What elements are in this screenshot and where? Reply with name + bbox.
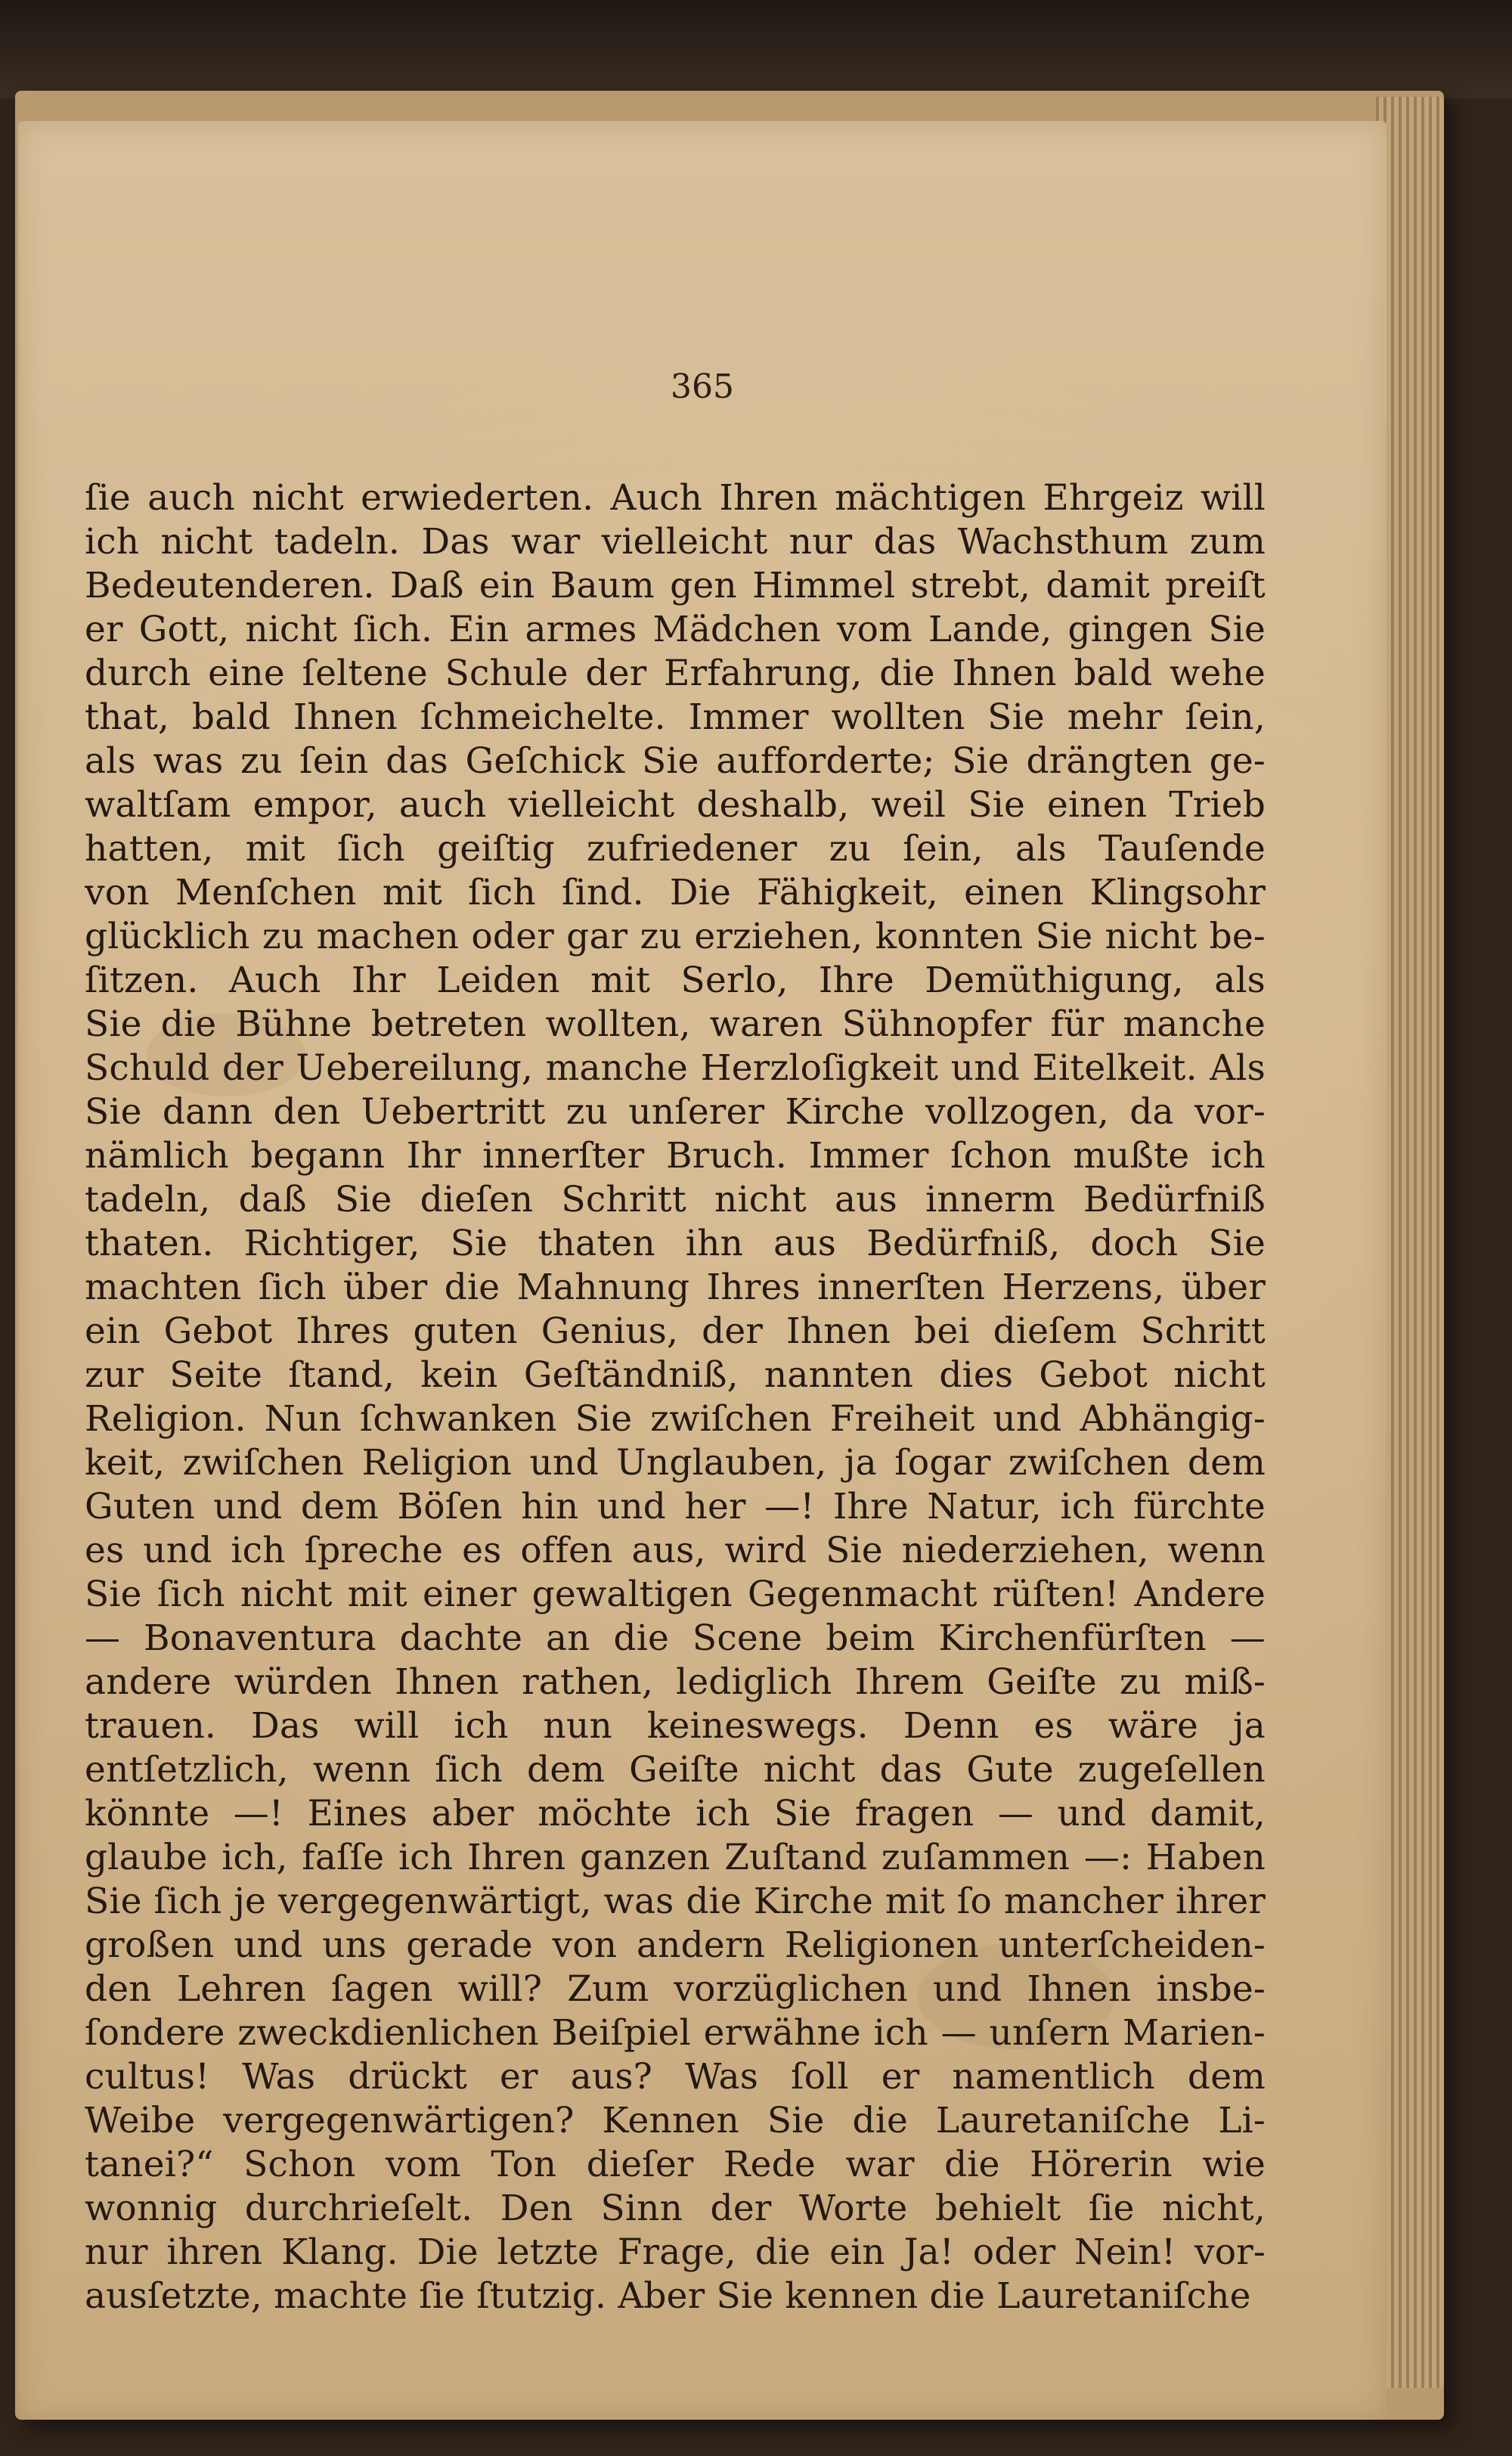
text-line: wonnig durchrieſelt. Den Sinn der Worte behielt ſie nicht, bbox=[85, 2188, 1266, 2229]
text-line: tadeln, daß Sie dieſen Schritt nicht aus innerm Bedürfniß bbox=[85, 1179, 1266, 1220]
text-line: ſondere zweckdienlichen Beiſpiel erwähne ich — unſern Marien- bbox=[85, 2012, 1266, 2054]
text-line: von Menſchen mit ſich ſind. Die Fähigkeit, einen Klingsohr bbox=[85, 872, 1266, 913]
text-line: ſie auch nicht erwiederten. Auch Ihren mächtigen Ehrgeiz will bbox=[85, 477, 1266, 519]
text-line: Guten und dem Böſen hin und her —! Ihre Natur, ich fürchte bbox=[85, 1486, 1266, 1527]
text-line: glücklich zu machen oder gar zu erziehen, konnten Sie nicht be- bbox=[85, 916, 1266, 957]
text-line: ich nicht tadeln. Das war vielleicht nur das Wachsthum zum bbox=[85, 521, 1266, 563]
text-line: machten ſich über die Mahnung Ihres innerſten Herzens, über bbox=[85, 1267, 1266, 1308]
text-line: that, bald Ihnen ſchmeichelte. Immer wollten Sie mehr ſein, bbox=[85, 696, 1266, 738]
text-line: er Gott, nicht ſich. Ein armes Mädchen vom Lande, gingen Sie bbox=[85, 609, 1266, 650]
book-page bbox=[18, 121, 1387, 2420]
text-line: keit, zwiſchen Religion und Unglauben, ja ſogar zwiſchen dem bbox=[85, 1442, 1266, 1484]
page-number: 365 bbox=[671, 367, 734, 406]
text-line: Religion. Nun ſchwanken Sie zwiſchen Freiheit und Abhängig- bbox=[85, 1398, 1266, 1440]
text-line: glaube ich, faſſe ich Ihren ganzen Zuſtand zuſammen —: Haben bbox=[85, 1837, 1266, 1878]
text-line: Sie ſich je vergegenwärtigt, was die Kirche mit ſo mancher ihrer bbox=[85, 1881, 1266, 1922]
text-line: nur ihren Klang. Die letzte Frage, die ein Ja! oder Nein! vor- bbox=[85, 2231, 1266, 2273]
text-line: großen und uns gerade von andern Religionen unterſcheiden- bbox=[85, 1924, 1266, 1966]
text-line: cultus! Was drückt er aus? Was ſoll er namentlich dem bbox=[85, 2056, 1266, 2098]
text-line: nämlich begann Ihr innerſter Bruch. Immer ſchon mußte ich bbox=[85, 1135, 1266, 1177]
body-text bbox=[85, 476, 1266, 2318]
text-line: andere würden Ihnen rathen, lediglich Ihrem Geiſte zu miß- bbox=[85, 1661, 1266, 1703]
scan-top-shadow bbox=[0, 0, 1512, 98]
text-line: ein Gebot Ihres guten Genius, der Ihnen bei dieſem Schritt bbox=[85, 1310, 1266, 1352]
text-line: Schuld der Uebereilung, manche Herzloſigkeit und Eitelkeit. Als bbox=[85, 1047, 1266, 1089]
text-line: es und ich ſpreche es offen aus, wird Sie niederziehen, wenn bbox=[85, 1530, 1266, 1571]
text-line: könnte —! Eines aber möchte ich Sie fragen — und damit, bbox=[85, 1793, 1266, 1834]
text-line: waltſam empor, auch vielleicht deshalb, weil Sie einen Trieb bbox=[85, 784, 1266, 826]
text-line: Sie die Bühne betreten wollten, waren Sühnopfer für manche bbox=[85, 1003, 1266, 1045]
text-line: zur Seite ſtand, kein Geſtändniß, nannten dies Gebot nicht bbox=[85, 1354, 1266, 1396]
text-line: den Lehren ſagen will? Zum vorzüglichen und Ihnen insbe- bbox=[85, 1968, 1266, 2010]
text-line: entſetzlich, wenn ſich dem Geiſte nicht das Gute zugeſellen bbox=[85, 1749, 1266, 1791]
text-line: durch eine ſeltene Schule der Erfahrung, die Ihnen bald wehe bbox=[85, 653, 1266, 694]
text-line: trauen. Das will ich nun keineswegs. Denn es wäre ja bbox=[85, 1705, 1266, 1747]
text-line: ausſetzte, machte ſie ſtutzig. Aber Sie kennen die Lauretaniſche bbox=[85, 2275, 1251, 2317]
text-line: Bedeutenderen. Daß ein Baum gen Himmel strebt, damit preiſt bbox=[85, 565, 1266, 606]
text-line: hatten, mit ſich geiſtig zufriedener zu ſein, als Tauſende bbox=[85, 828, 1266, 870]
text-line: — Bonaventura dachte an die Scene beim Kirchenfürſten — bbox=[85, 1617, 1266, 1659]
text-line: tanei?“ Schon vom Ton dieſer Rede war die Hörerin wie bbox=[85, 2144, 1266, 2185]
text-line: thaten. Richtiger, Sie thaten ihn aus Bedürfniß, doch Sie bbox=[85, 1223, 1266, 1264]
text-line: ſitzen. Auch Ihr Leiden mit Serlo, Ihre Demüthigung, als bbox=[85, 960, 1266, 1001]
text-line: Sie dann den Uebertritt zu unſerer Kirche vollzogen, da vor- bbox=[85, 1091, 1266, 1133]
text-line: Weibe vergegenwärtigen? Kennen Sie die Lauretaniſche Li- bbox=[85, 2100, 1266, 2141]
text-line: Sie ſich nicht mit einer gewaltigen Gegenmacht rüſten! Andere bbox=[85, 1574, 1266, 1615]
text-line: als was zu ſein das Geſchick Sie aufforderte; Sie drängten ge- bbox=[85, 740, 1266, 782]
